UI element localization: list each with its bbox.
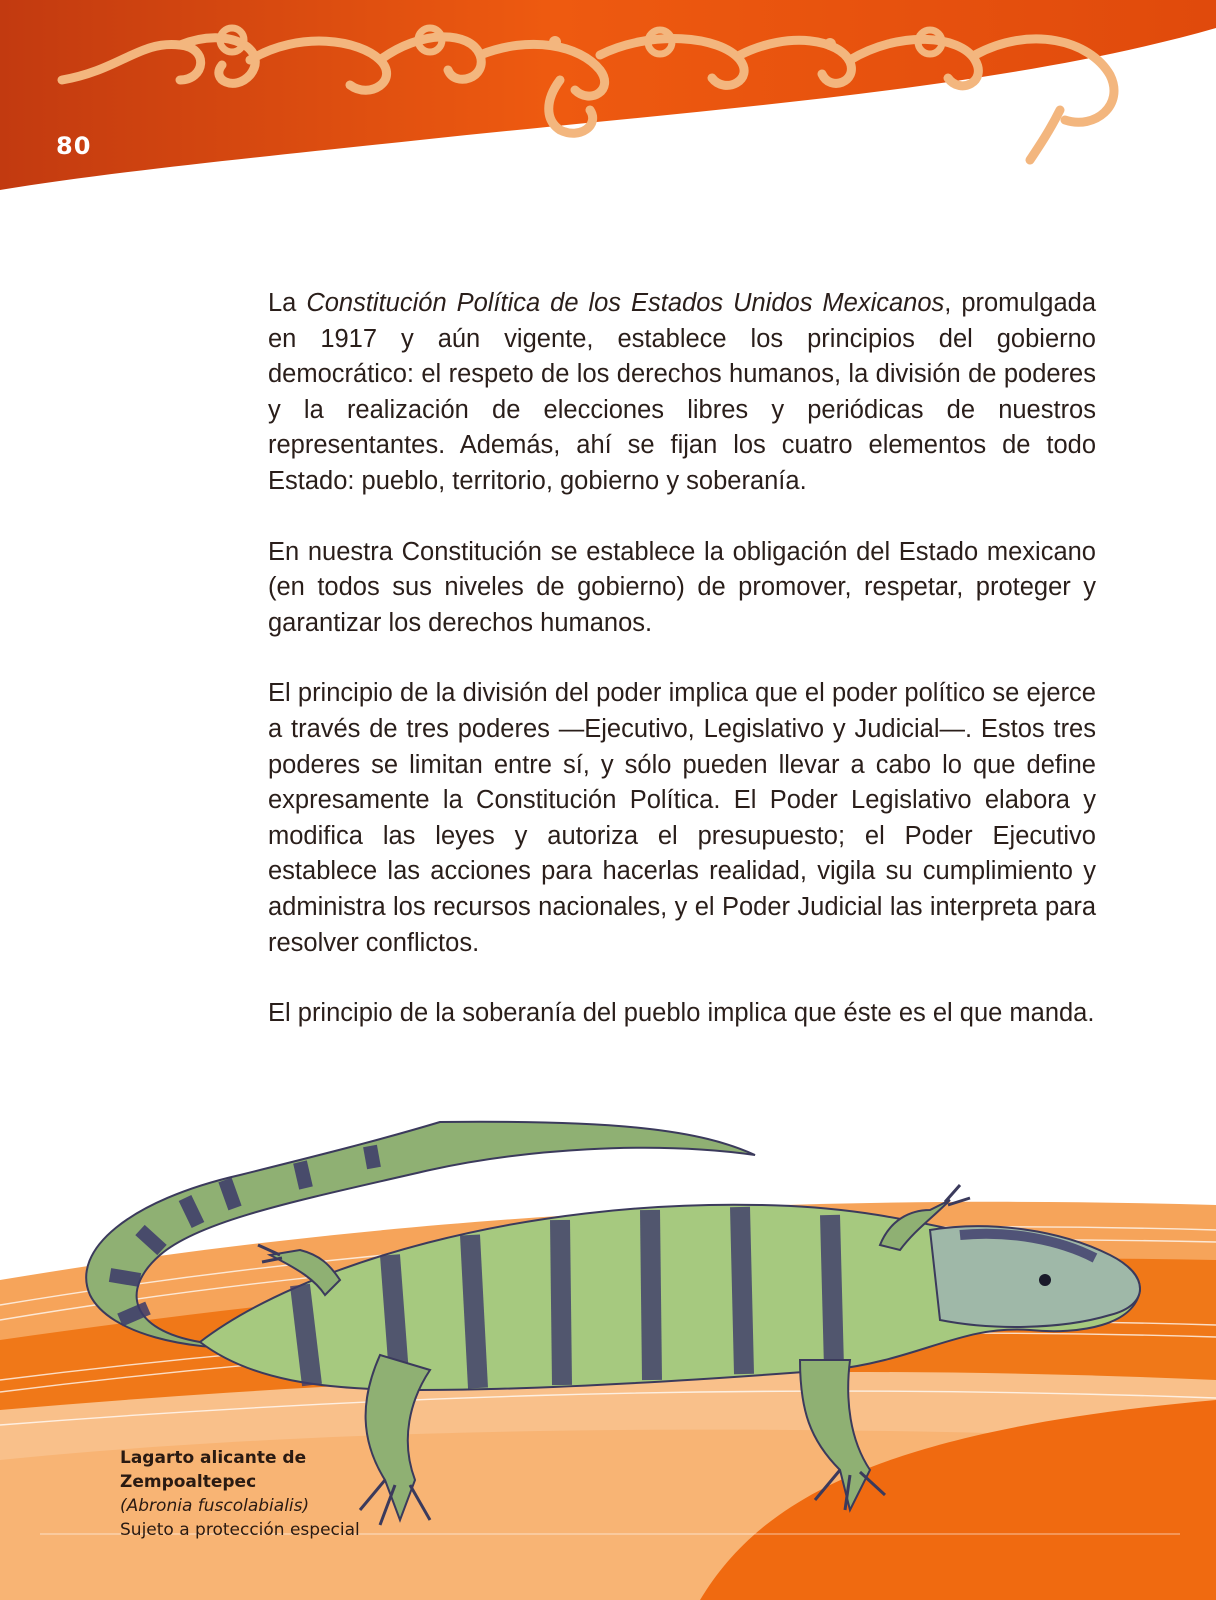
caption-protection-status: Sujeto a protección especial — [120, 1520, 360, 1540]
paragraph-text: La — [268, 289, 307, 317]
paragraph-text: , promulgada en 1917 y aún vigente, establece los principios del gobierno democrático: el respeto de los derechos humanos, la división de poderes y la realización de elecciones libres y periódicas de nuestros representantes. Además, ahí se fijan los cuatro elementos de todo Estado: pueblo, territorio, gobierno y soberanía. — [268, 289, 1096, 495]
caption-scientific-name: (Abronia fuscolabialis) — [120, 1496, 310, 1516]
paragraph-constitution — [268, 286, 1096, 500]
paragraph-human-rights: En nuestra Constitución se establece la obligación del Estado mexicano (en todos sus niveles de gobierno) de promover, respetar, proteger y garantizar los derechos humanos. — [268, 537, 1096, 637]
constitution-title: Constitución Política de los Estados Unidos Mexicanos — [306, 289, 945, 317]
header-ornament-banner — [0, 0, 1216, 260]
page-number: 80 — [56, 132, 92, 160]
paragraph-sovereignty: El principio de la soberanía del pueblo implica que éste es el que manda. — [268, 999, 1095, 1028]
paragraph-division-of-powers: El principio de la división del poder implica que el poder político se ejerce a través de tres poderes —Ejecutivo, Legislativo y Judicial—. Estos tres poderes se limitan entre sí, y sólo pueden llevar a cabo lo que define expresamente la Constitución Política. El Poder Legislativo elabora y modifica las leyes y autoriza el presupuesto; el Poder Ejecutivo establece las acciones para hacerlas realidad, vigila su cumplimiento y administra los recursos nacionales, y el Poder Judicial las interpreta para resolver conflictos. — [268, 679, 1096, 957]
body-text — [268, 286, 1096, 1067]
lizard-caption — [120, 1446, 420, 1542]
caption-common-name: Lagarto alicante de Zempoaltepec — [120, 1448, 307, 1492]
